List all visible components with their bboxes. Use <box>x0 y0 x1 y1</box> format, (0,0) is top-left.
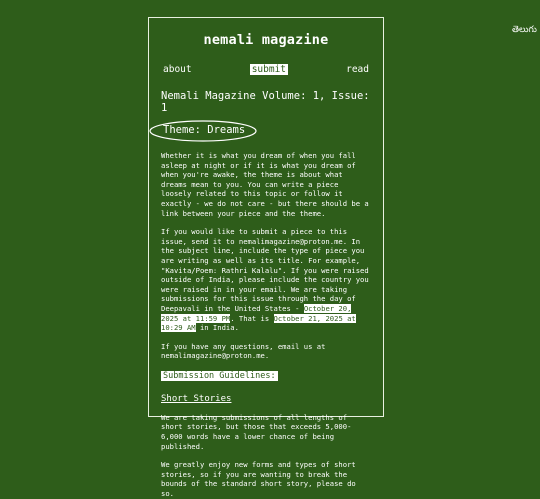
short-stories-forms-paragraph: We greatly enjoy new forms and types of short stories, so if you are wanting to break the bounds of the standard short story, please do so. <box>161 460 356 499</box>
deadline-india: October 21, 2025 at 10:29 AM <box>161 313 356 333</box>
deadline-us: October 20, 2025 at 11:59 PM <box>161 303 352 323</box>
content-panel <box>148 17 384 499</box>
nav-read[interactable]: read <box>346 64 369 75</box>
theme-heading: Theme: Dreams <box>163 124 246 136</box>
instructions-text: If you would like to submit a piece to this issue, send it to nemalimagazine@proton.me. In the subject line, include the type of piece you are writing as well as its title. For example, "Kavita/Poem: Rathri Kalalu". If you were raised outside of India, please include the country you were raised in in your email. We are taking submissions for this issue through the day of Deepavali in the United States - <box>161 227 369 313</box>
submission-instructions-paragraph <box>161 227 371 333</box>
instructions-text-b: . That is <box>230 313 274 323</box>
nav-submit[interactable]: submit <box>251 64 287 75</box>
site-title: nemali magazine <box>203 32 329 48</box>
short-stories-length-paragraph: We are taking submissions of all lengths of short stories, but those that exceeds 5,000-6,000 words have a lower chance of being published. <box>161 412 352 451</box>
intro-paragraph: Whether it is what you dream of when you fall asleep at night or if it is what you dream of when you're awake, the theme is about what dreams mean to you. You can write a piece loosely related to this topic or follow it exactly - we do not care - but there should be a link between your piece and the theme. <box>161 151 369 218</box>
main-nav <box>161 64 371 75</box>
nav-about[interactable]: about <box>163 64 192 75</box>
language-toggle-link[interactable]: తెలుగు <box>512 25 537 35</box>
short-stories-heading: Short Stories <box>161 393 232 404</box>
instructions-text-c: in India. <box>195 323 239 333</box>
theme-block <box>161 124 371 142</box>
guidelines-heading: Submission Guidelines: <box>163 370 276 381</box>
issue-heading: Nemali Magazine Volume: 1, Issue: 1 <box>161 90 370 114</box>
contact-paragraph: If you have any questions, email us at nemalimagazine@proton.me. <box>161 341 326 361</box>
